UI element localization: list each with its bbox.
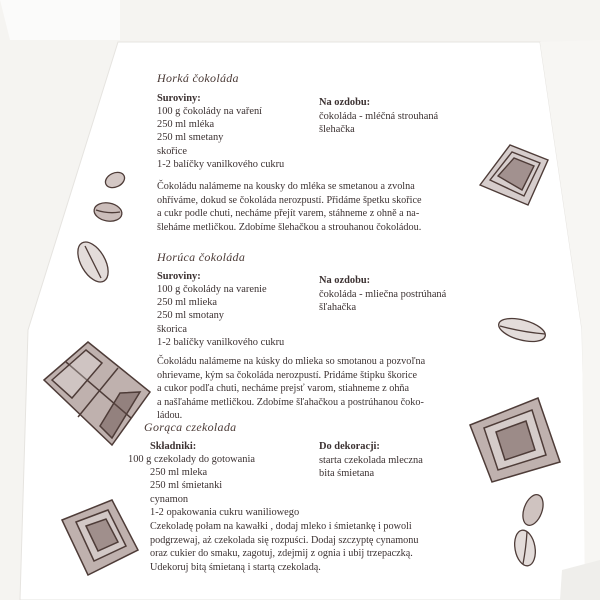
- method-line: šleháme metličkou. Zdobíme šlehačkou a strouhanou čokoládou.: [157, 221, 422, 233]
- chocolate-square-icon: [480, 145, 548, 205]
- method-line: Čokoládu nalámeme na kousky do mléka se smetanou a zvolna: [157, 181, 415, 192]
- method-line: Czekoladę połam na kawałki , dodaj mleko i śmietankę i powoli: [150, 521, 412, 532]
- ingredient: 100 g čokolády na varenie: [157, 284, 267, 295]
- decoration-label: Do dekoracji:: [319, 441, 380, 452]
- decoration-item: starta czekolada mleczna: [319, 455, 423, 466]
- section-title: Horúca čokoláda: [157, 250, 246, 264]
- decoration-list: [319, 454, 423, 480]
- ingredient: 250 ml smotany: [157, 310, 224, 322]
- decoration-list: [319, 110, 438, 136]
- ingredient: škorica: [157, 323, 188, 335]
- decoration-item: čokoláda - mliečna postrúhaná: [319, 289, 447, 300]
- ingredient: 250 ml śmietanki: [150, 480, 223, 492]
- cocoa-bean-icon: [93, 169, 127, 223]
- method-line: podgrzewaj, aż czekolada się rozpuści. Dodaj szczyptę cynamonu: [150, 534, 419, 546]
- ingredient: cynamon: [150, 493, 189, 505]
- section-title: Gorąca czekolada: [144, 420, 237, 434]
- method-line: a cukr podle chuti, necháme přejít varem, stáhneme z ohně a na-: [157, 208, 420, 220]
- cocoa-bean-icon: [512, 492, 547, 568]
- method-text: [150, 520, 418, 574]
- ingredients-list: [128, 453, 300, 519]
- cocoa-bean-icon: [496, 314, 548, 346]
- ingredient: 100 g czekolady do gotowania: [128, 454, 255, 465]
- method-line: Čokoládu nalámeme na kúsky do mlieka so smotanou a pozvoľna: [157, 356, 426, 367]
- decoration-item: šľahačka: [319, 302, 357, 314]
- method-line: ohrievame, kým sa čokoláda nerozpustí. Pridáme štipku škorice: [157, 369, 417, 381]
- chocolate-bar-icon: [44, 342, 150, 445]
- decoration-item: čokoláda - mléčná strouhaná: [319, 111, 439, 122]
- ingredients-label: Składniki:: [150, 441, 197, 452]
- ingredient: 250 ml smetany: [157, 132, 224, 144]
- section-title: Horká čokoláda: [157, 71, 239, 85]
- method-line: Udekoruj bitą śmietaną i startą czekoladą.: [150, 561, 321, 573]
- chocolate-square-icon: [470, 398, 560, 482]
- decoration-label: Na ozdobu:: [319, 97, 371, 108]
- method-text: [157, 355, 425, 423]
- ingredients-label: Suroviny:: [157, 271, 201, 282]
- method-text: [157, 180, 422, 234]
- ingredient: 250 ml mléka: [157, 119, 215, 131]
- method-line: ohříváme, dokud se čokoláda nerozpustí. Přidáme špetku skořice: [157, 194, 422, 206]
- ingredient: 1-2 balíčky vanilkového cukru: [157, 158, 285, 170]
- ingredients-list: [157, 283, 284, 349]
- ingredient: 1-2 balíčky vanilkového cukru: [157, 336, 285, 348]
- decoration-item: bita śmietana: [319, 468, 375, 480]
- decoration-list: [319, 288, 446, 314]
- ingredient: 250 ml mleka: [150, 467, 208, 479]
- ingredient: 100 g čokolády na vaření: [157, 106, 263, 117]
- ingredient: skořice: [157, 145, 188, 157]
- decoration-item: šlehačka: [319, 124, 355, 136]
- method-line: ládou.: [157, 410, 183, 422]
- ingredient: 250 ml mlieka: [157, 297, 218, 309]
- ingredient: 1-2 opakowania cukru waniliowego: [150, 506, 300, 518]
- method-line: oraz cukier do smaku, zagotuj, zdejmij z ognia i ubij trzepaczką.: [150, 548, 413, 560]
- chocolate-square-icon: [62, 500, 138, 575]
- decoration-label: Na ozdobu:: [319, 275, 371, 286]
- ingredients-list: [157, 105, 284, 171]
- method-line: a cukor podľa chuti, necháme prejsť varom, stiahneme z ohňa: [157, 383, 410, 395]
- cocoa-bean-icon: [72, 237, 115, 287]
- method-line: a našľaháme metličkou. Zdobíme šľahačkou a postrúhanou čoko-: [157, 396, 424, 408]
- ingredients-label: Suroviny:: [157, 93, 201, 104]
